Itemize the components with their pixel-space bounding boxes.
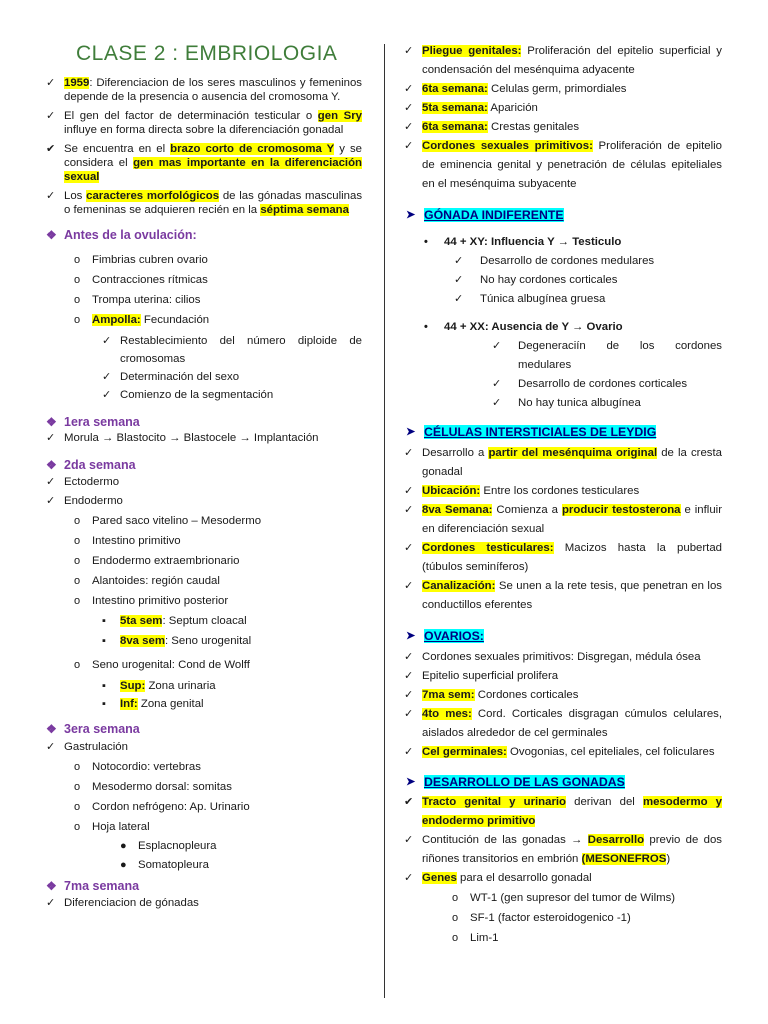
check-icon: ✓ (404, 708, 414, 720)
highlighted-text: 1959 (64, 77, 90, 89)
check-icon: ✓ (46, 897, 56, 909)
rich-text (422, 501, 722, 539)
text-run: ) (666, 853, 671, 865)
square-bullet-icon: ▪ (102, 635, 106, 647)
check-icon: ✓ (46, 432, 56, 444)
rich-text (64, 189, 362, 217)
highlighted-text: Cel germinales: (422, 746, 507, 758)
check-icon: ✓ (404, 834, 414, 846)
list-item (402, 831, 722, 869)
circle-bullet-icon: o (74, 555, 81, 567)
arrow-bullet-icon: ➤ (406, 776, 416, 788)
section-heading: ❖ 3era semana (46, 722, 140, 736)
circle-bullet-icon: o (74, 254, 81, 266)
diamond-bullet-icon: ❖ (46, 228, 57, 242)
text-run: Desarrollo a (422, 447, 489, 459)
check-icon: ✓ (492, 378, 502, 390)
highlighted-text: Cordones sexuales primitivos: (422, 140, 593, 152)
check-icon: ✓ (46, 741, 56, 753)
highlighted-text: producir testosterona (561, 504, 681, 516)
circle-bullet-icon: o (74, 274, 81, 286)
circle-bullet-icon: o (74, 314, 81, 326)
circle-bullet-icon: o (74, 659, 81, 671)
circle-bullet-icon: o (74, 575, 81, 587)
list-item (402, 99, 722, 118)
week3-list (44, 737, 362, 875)
circle-bullet-icon: o (74, 294, 81, 306)
list-item: ✓ No hay cordones corticales (402, 271, 722, 290)
diamond-bullet-icon: ❖ (46, 415, 57, 429)
text-run: Proliferación del epitelio superficial y condensación del mesénquima adyacente (422, 45, 723, 76)
circle-bullet-icon: o (74, 821, 81, 833)
check-icon: ✓ (404, 140, 414, 152)
check-icon: ✓ (454, 274, 464, 286)
highlighted-text: mesodermo y endodermo primitivo (422, 796, 722, 827)
leydig-list (402, 444, 722, 615)
rich-text (422, 869, 722, 888)
check-icon: ✓ (46, 77, 56, 89)
list-item: ✓ Desarrollo de cordones medulares (402, 252, 722, 271)
rich-text (422, 577, 722, 615)
right-column (402, 0, 722, 948)
list-item: ● Esplacnopleura (44, 837, 362, 856)
dot-bullet-icon: • (424, 236, 428, 248)
list-item (402, 869, 722, 888)
column-divider (384, 44, 385, 998)
check-icon: ✔ (404, 796, 414, 808)
text-run: Cord. Corticales disgragan cúmulos celulares, aislados alrededor de cel germinales (422, 708, 723, 739)
check-icon: ✓ (102, 371, 112, 383)
check-icon: ✓ (404, 485, 414, 497)
text-run: Aparición (487, 102, 538, 114)
list-item (402, 667, 722, 686)
rich-text (422, 667, 722, 686)
highlighted-text: partir del mesénquima original (488, 447, 658, 459)
section-heading: ❖ 2da semana (46, 458, 136, 472)
check-icon: ✓ (404, 670, 414, 682)
list-item (402, 118, 722, 137)
list-item (402, 686, 722, 705)
list-item: o Intestino primitivo posterior (44, 591, 362, 611)
section-heading: ❖ Antes de la ovulación: (46, 228, 197, 242)
highlighted-text: 6ta semana: (422, 121, 488, 133)
list-item: o Mesodermo dorsal: somitas (44, 777, 362, 797)
list-item: ✓ Determinación del sexo (44, 368, 362, 386)
rich-text (422, 686, 722, 705)
check-icon: ✓ (102, 335, 112, 347)
list-item: • 44 + XY: Influencia Y → Testiculo (402, 233, 722, 252)
highlighted-text: caracteres morfológicos (86, 190, 220, 202)
rich-text (64, 142, 362, 184)
cords-list (402, 42, 722, 194)
text-run: : Diferenciacion de los seres masculinos y femeninos depende de la presencia o ausencia del cromosoma Y. (64, 77, 362, 103)
list-item: ✓ Endodermo (44, 492, 362, 511)
list-item: ● Somatopleura (44, 856, 362, 875)
gonad-dev-list (402, 793, 722, 948)
highlighted-text: Cordones testiculares: (422, 542, 554, 554)
circle-bullet-icon: o (74, 781, 81, 793)
circle-bullet-icon: o (74, 515, 81, 527)
arrow-bullet-icon: ➤ (406, 426, 416, 438)
rich-text (422, 793, 722, 831)
check-icon: ✓ (102, 389, 112, 401)
list-item: o Pared saco vitelino – Mesodermo (44, 511, 362, 531)
section-heading: ➤ CÉLULAS INTERSTICIALES DE LEYDIG (406, 425, 657, 439)
list-item (402, 482, 722, 501)
check-icon: ✓ (404, 504, 414, 516)
circle-bullet-icon: o (452, 892, 459, 904)
intro-list (44, 76, 362, 217)
highlighted-text: Canalización: (422, 580, 496, 592)
check-icon: ✓ (46, 110, 56, 122)
highlighted-text: 8va Semana: (422, 504, 493, 516)
list-item: o Contracciones rítmicas (44, 271, 362, 290)
list-item: o Notocordio: vertebras (44, 757, 362, 777)
list-item: ✓ Morula → Blastocito → Blastocele → Implantación (46, 432, 319, 444)
list-item: ✓ Gastrulación (44, 737, 362, 757)
list-item (402, 743, 722, 762)
week2-list (44, 473, 362, 713)
check-icon: ✓ (404, 651, 414, 663)
section-heading: ❖ 7ma semana (46, 879, 140, 893)
check-icon: ✓ (404, 102, 414, 114)
dot-bullet-icon: ● (120, 859, 127, 871)
rich-text (422, 99, 722, 118)
highlighted-text: Ubicación: (422, 485, 481, 497)
rich-text (422, 137, 722, 194)
rich-text (64, 76, 362, 104)
text-run: de la cresta gonadal (422, 447, 722, 478)
intro-item (44, 189, 362, 217)
circle-bullet-icon: o (74, 595, 81, 607)
list-item (402, 444, 722, 482)
text-run: de las gónadas masculinas o femeninas se adquieren recién en la (64, 190, 363, 216)
list-item: o WT-1 (gen supresor del tumor de Wilms) (402, 888, 722, 908)
arrow-bullet-icon: ➤ (406, 209, 416, 221)
text-run: Crestas genitales (487, 121, 580, 133)
rich-text (422, 80, 722, 99)
highlighted-text: Genes (422, 872, 457, 884)
intro-item (44, 142, 362, 184)
text-run: Epitelio superficial prolifera (422, 670, 559, 682)
square-bullet-icon: ▪ (102, 680, 106, 692)
rich-text (422, 539, 722, 577)
check-icon: ✓ (454, 255, 464, 267)
check-icon: ✓ (404, 83, 414, 95)
list-item: ✓ Comienzo de la segmentación (44, 386, 362, 404)
arrow-bullet-icon: ➤ (406, 630, 416, 642)
list-item: o Alantoides: región caudal (44, 571, 362, 591)
list-item: • 44 + XX: Ausencia de Y → Ovario (402, 318, 722, 337)
highlighted-text: Pliegue genitales: (422, 45, 522, 57)
rich-text (422, 42, 722, 80)
check-icon: ✓ (492, 397, 502, 409)
list-item: o Cordon nefrógeno: Ap. Urinario (44, 797, 362, 817)
text-run: Ovogonias, cel epiteliales, cel foliculares (506, 746, 715, 758)
diamond-bullet-icon: ❖ (46, 722, 57, 736)
rich-text (422, 705, 722, 743)
list-item: ✓ Ectodermo (44, 473, 362, 492)
text-run: influye en forma directa sobre la diferenciación gonadal (64, 124, 344, 136)
list-item: ✓ Túnica albugínea gruesa (402, 290, 722, 309)
highlighted-text: 7ma sem: (422, 689, 475, 701)
square-bullet-icon: ▪ (102, 698, 106, 710)
circle-bullet-icon: o (452, 932, 459, 944)
highlighted-text: séptima semana (260, 204, 349, 216)
text-run: Contitución de las gonadas → (422, 834, 588, 846)
list-item (402, 501, 722, 539)
check-icon: ✓ (46, 190, 56, 202)
check-icon: ✓ (404, 121, 414, 133)
list-item: o Intestino primitivo (44, 531, 362, 551)
check-icon: ✓ (454, 293, 464, 305)
list-item: o Ampolla: Fecundación (44, 311, 362, 330)
circle-bullet-icon: o (74, 801, 81, 813)
list-item: ▪ 5ta sem: Septum cloacal (44, 611, 362, 631)
section-heading: ➤ DESARROLLO DE LAS GONADAS (406, 775, 625, 789)
gonad-list (402, 233, 722, 413)
check-icon: ✓ (404, 746, 414, 758)
check-icon: ✔ (46, 143, 56, 155)
text-run: El gen del factor de determinación testicular o (64, 110, 318, 122)
list-item: o Trompa uterina: cilios (44, 291, 362, 310)
dot-bullet-icon: ● (120, 840, 127, 852)
text-run: Comienza a (492, 504, 562, 516)
section-heading: ❖ 1era semana (46, 415, 140, 429)
text-run: Los (64, 190, 87, 202)
text-run: previo de dos riñones transitorios en embrión (422, 834, 722, 865)
list-item: o Lim-1 (402, 928, 722, 948)
list-item: o Seno urogenital: Cond de Wolff (44, 655, 362, 675)
rich-text (422, 444, 722, 482)
list-item: o Fimbrias cubren ovario (44, 251, 362, 270)
rich-text (422, 482, 722, 501)
list-item: o SF-1 (factor esteroidogenico -1) (402, 908, 722, 928)
check-icon: ✓ (404, 45, 414, 57)
section-heading: ➤ OVARIOS: (406, 629, 484, 643)
highlighted-text: Tracto genital y urinario (422, 796, 567, 808)
check-icon: ✓ (46, 495, 56, 507)
list-item (402, 42, 722, 80)
dot-bullet-icon: • (424, 321, 428, 333)
rich-text (422, 118, 722, 137)
list-item: ✓ Degeneraciín de los cordones medulares (402, 337, 722, 375)
highlighted-text: 6ta semana: (422, 83, 488, 95)
text-run: Entre los cordones testiculares (480, 485, 640, 497)
list-item: o Endodermo extraembrionario (44, 551, 362, 571)
highlighted-text: (MESONEFROS (581, 853, 667, 865)
list-item (402, 648, 722, 667)
rich-text (422, 743, 722, 762)
check-icon: ✓ (404, 447, 414, 459)
text-run: Se unen a la rete tesis, que penetran en los conductillos eferentes (422, 580, 722, 611)
page-title: CLASE 2 : EMBRIOLOGIA (76, 42, 338, 65)
diamond-bullet-icon: ❖ (46, 458, 57, 472)
left-column (44, 0, 362, 912)
text-run: derivan del (566, 796, 643, 808)
circle-bullet-icon: o (74, 761, 81, 773)
section-heading: ➤ GÓNADA INDIFERENTE (406, 208, 564, 222)
text-run: Celulas germ, primordiales (487, 83, 627, 95)
intro-item (44, 76, 362, 104)
check-icon: ✓ (404, 580, 414, 592)
highlighted-text: Desarrollo (587, 834, 645, 846)
ovulation-list (44, 251, 362, 404)
text-run: Macizos hasta la pubertad (túbulos seminíferos) (422, 542, 723, 573)
rich-text (64, 109, 362, 137)
list-item: o Hoja lateral (44, 817, 362, 837)
intro-item (44, 109, 362, 137)
list-item: ✓ Restablecimiento del número diploide de cromosomas (44, 332, 362, 368)
list-item (402, 793, 722, 831)
check-icon: ✓ (492, 340, 502, 352)
text-run: e influir en diferenciación sexual (422, 504, 722, 535)
rich-text (422, 648, 722, 667)
text-run: Proliferación de epitelio de eminencia genital y penetración de células epiteliales en el mesénquima subyacente (422, 140, 722, 190)
list-item (402, 705, 722, 743)
check-icon: ✓ (404, 872, 414, 884)
list-item: ✓ Desarrollo de cordones corticales (402, 375, 722, 394)
text-run: Se encuentra en el (64, 143, 171, 155)
square-bullet-icon: ▪ (102, 615, 106, 627)
list-item (402, 80, 722, 99)
list-item: ▪ Inf: Zona genital (44, 695, 362, 713)
list-item (402, 137, 722, 194)
circle-bullet-icon: o (452, 912, 459, 924)
highlighted-text: brazo corto de cromosoma Y (170, 143, 335, 155)
rich-text (422, 831, 722, 869)
text-run: Cordones sexuales primitivos: Disgregan, médula ósea (422, 651, 701, 663)
check-icon: ✓ (46, 476, 56, 488)
circle-bullet-icon: o (74, 535, 81, 547)
ovaries-list (402, 648, 722, 762)
list-item: ▪ Sup: Zona urinaria (44, 677, 362, 695)
list-item (402, 539, 722, 577)
highlighted-text: 4to mes: (422, 708, 472, 720)
list-item: ✓ Diferenciacion de gónadas (44, 894, 362, 912)
text-run: y se considera el (64, 143, 362, 169)
check-icon: ✓ (404, 542, 414, 554)
list-item: ✓ No hay tunica albugínea (402, 394, 722, 413)
check-icon: ✓ (404, 689, 414, 701)
highlighted-text: gen Sry (317, 110, 362, 122)
diamond-bullet-icon: ❖ (46, 879, 57, 893)
text-run: para el desarrollo gonadal (456, 872, 592, 884)
highlighted-text: 5ta semana: (422, 102, 488, 114)
text-run: Cordones corticales (474, 689, 579, 701)
list-item (402, 577, 722, 615)
list-item: ▪ 8va sem: Seno urogenital (44, 631, 362, 651)
highlighted-text: gen mas importante en la diferenciación sexual (64, 157, 362, 183)
